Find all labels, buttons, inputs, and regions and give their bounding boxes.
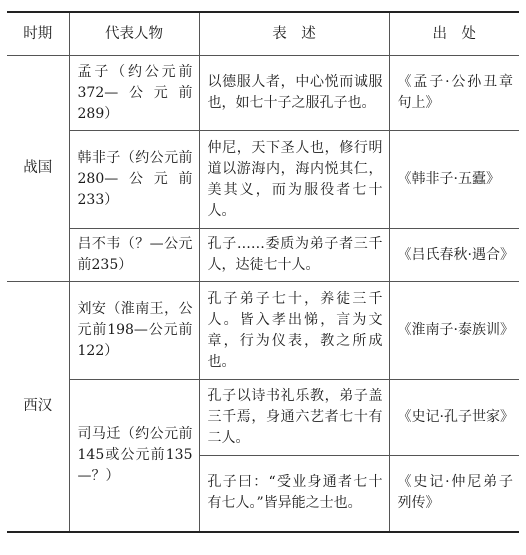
source-cell: 《史记·孔子世家》 (389, 380, 519, 456)
source-cell: 《史记·仲尼弟子列传》 (389, 456, 519, 532)
table-row (7, 131, 519, 229)
statement-cell: 孔子以诗书礼乐教，弟子盖三千焉，身通六艺者七十有二人。 (199, 380, 389, 456)
statement-cell: 仲尼，天下圣人也，修行明道以游海内，海内悦其仁，美其义，而为服役者七十人。 (199, 131, 389, 229)
person-cell: 司马迁（约公元前145或公元前135—？） (69, 380, 199, 532)
header-source: 出 处 (389, 12, 519, 56)
era-cell-warring-states: 战国 (7, 56, 69, 282)
disciples-table (7, 11, 519, 533)
statement-cell: 孔子曰：“受业身通者七十有七人。”皆异能之士也。 (199, 456, 389, 532)
statement-cell: 以德服人者，中心悦而诚服也，如七十子之服孔子也。 (199, 56, 389, 131)
statement-cell: 孔子弟子七十，养徒三千人。皆入孝出悌，言为文章，行为仪表，教之所成也。 (199, 282, 389, 380)
person-cell: 孟子（约公元前372—公元前289） (69, 56, 199, 131)
person-cell: 吕不韦（？—公元前235） (69, 229, 199, 282)
person-cell: 韩非子（约公元前280—公元前233） (69, 131, 199, 229)
source-cell: 《孟子·公孙丑章句上》 (389, 56, 519, 131)
header-person: 代表人物 (69, 12, 199, 56)
header-statement: 表 述 (199, 12, 389, 56)
table-row (7, 56, 519, 131)
statement-cell: 孔子……委质为弟子者三千人，达徒七十人。 (199, 229, 389, 282)
source-cell: 《韩非子·五蠹》 (389, 131, 519, 229)
person-cell: 刘安（淮南王，公元前198—公元前122） (69, 282, 199, 380)
table-row (7, 380, 519, 456)
table-row (7, 282, 519, 380)
era-cell-western-han: 西汉 (7, 282, 69, 532)
table-row (7, 229, 519, 282)
source-cell: 《吕氏春秋·遇合》 (389, 229, 519, 282)
header-period: 时期 (7, 12, 69, 56)
header-row (7, 12, 519, 56)
source-cell: 《淮南子·泰族训》 (389, 282, 519, 380)
